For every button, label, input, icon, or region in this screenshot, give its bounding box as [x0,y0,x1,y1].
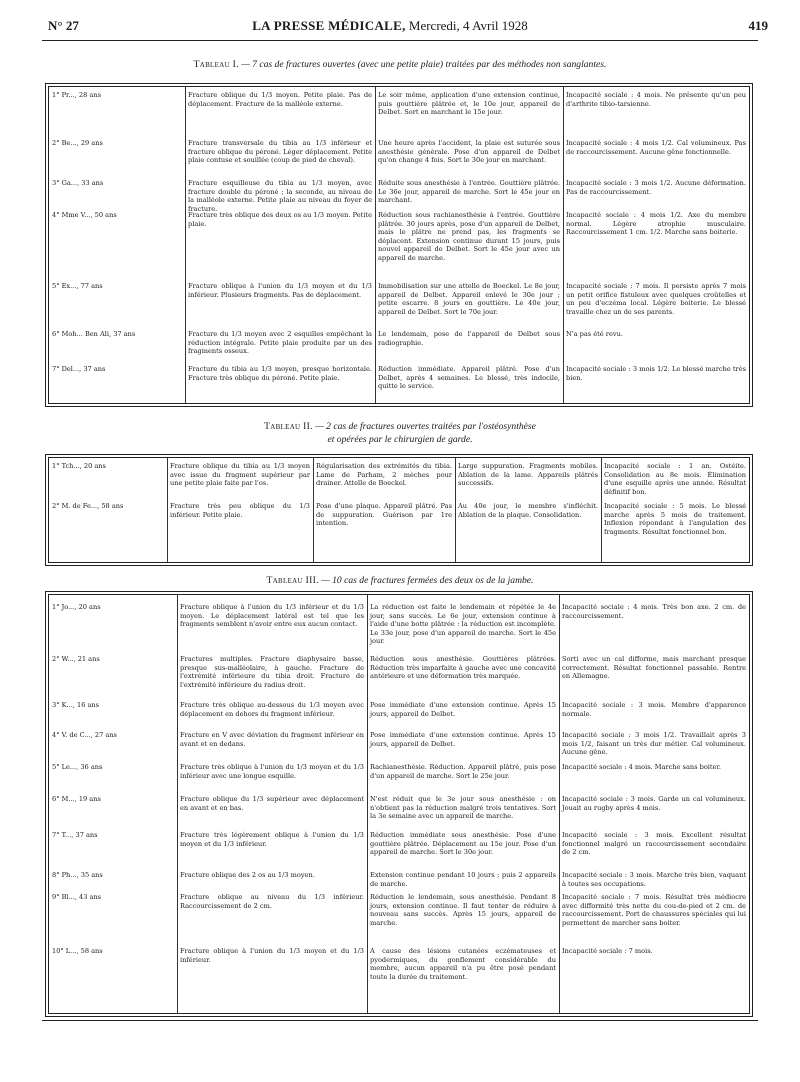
result-cell: Incapacité sociale : 3 mois. Membre d'apparence normale. [562,701,746,718]
treatment-cell: Réduction sous rachianesthésie à l'entrée. Gouttière plâtrée. 30 jours après, pose d'un appareil de Delbet, mais le plâtre ne prend pas, les fragments se déplacent. Extension continue durant 15 jours, puis nouvel appareil de Delbet. Sort le 45e jour avec un appareil de marche. [378,211,560,262]
column-divider [313,458,314,562]
fracture-cell: Fracture oblique à l'union du 1/3 moyen et du 1/3 inférieur. Plusieurs fragments. Pas de déplacement. [188,282,372,299]
table2-title-line1: — 2 cas de fractures ouvertes traitées par l'ostéosynthèse [315,421,536,432]
fracture-cell: Fracture oblique au niveau du 1/3 inférieur. Raccourcissement de 2 cm. [180,893,364,910]
case-cell: 8° Ph..., 35 ans [52,871,103,879]
fracture-cell: Fracture oblique du 1/3 moyen. Petite plaie. Pas de déplacement. Fracture de la malléole externe. [188,91,372,108]
case-cell: 3° K..., 16 ans [52,701,100,709]
treatment-cell: Extension continue pendant 10 jours ; puis 2 appareils de marche. [370,871,556,888]
treatment-cell: N'est réduit que le 3e jour sous anesthésie : on n'obtient pas la réduction malgré trois tentatives. Sort la 3e semaine avec un appareil de marche. [370,795,556,821]
course-cell: Large suppuration. Fragments mobiles. Ablation de la lame. Appareils plâtrés successifs. [458,462,598,488]
fracture-cell: Fracture très peu oblique du 1/3 inférieur. Petite plaie. [170,502,310,519]
column-divider [601,458,602,562]
fracture-cell: Fracture oblique à l'union du 1/3 moyen et du 1/3 inférieur. [180,947,364,964]
operation-cell: Régularisation des extrémités du tibia. Lame de Parham, 2 mèches pour drainer. Attelle de Boeckel. [316,462,452,488]
result-cell: Incapacité sociale : 3 mois 1/2. Le blessé marche très bien. [566,365,746,382]
result-cell: Incapacité sociale : 5 mois. Le blessé marche après 5 mois de traitement. Inflexion répondant à l'angulation des fragments. Résultat fonctionnel bon. [604,502,746,536]
table1-label: Tableau I. [193,59,239,70]
table2 [48,457,750,563]
case-cell: 3° Ga..., 33 ans [52,179,104,187]
result-cell: Incapacité sociale : 4 mois 1/2. Axe du membre normal. Légère atrophie musculaire. Raccourcissement 1 cm. 1/2. Marche sans boiterie. [566,211,746,237]
footer-rule [42,1020,758,1021]
treatment-cell: A cause des lésions cutanées eczémateuses et pyodermiques, du gonflement considérable du membre, aucun appareil n'a pu être posé pendant toute la durée du traitement. [370,947,556,981]
treatment-cell: Réduite sous anesthésie à l'entrée. Gouttière plâtrée. Le 36e jour, appareil de marche. Sort le 45e jour en marchant. [378,179,560,205]
column-divider [563,87,564,403]
treatment-cell: Le lendemain, pose de l'appareil de Delbet sous radiographie. [378,330,560,347]
table1 [48,86,750,404]
table2-caption [42,420,758,446]
result-cell: Incapacité sociale : 3 mois 1/2. Travaillait après 3 mois 1/2, faisant un très dur métier. Cal volumineux. Aucune gêne. [562,731,746,757]
treatment-cell: Rachianesthésie. Réduction. Appareil plâtré, puis pose d'un appareil de marche. Sort le 25e jour. [370,763,556,780]
fracture-cell: Fractures multiples. Fracture diaphysaire basse, presque sus-malléolaire, à gauche. Fracture de l'extrémité inférieure du tibia droit. Fracture de l'extrémité inférieure du radius droit. [180,655,364,689]
treatment-cell: Réduction immédiate sous anesthésie. Pose d'une gouttière plâtrée. Déplacement au 15e jour. Pose d'un appareil de marche. Sort le 30e jour. [370,831,556,857]
result-cell: Sorti avec un cal difforme, mais marchant presque correctement. Résultat fonctionnel passable. Rentre en Allemagne. [562,655,746,681]
column-divider [455,458,456,562]
case-cell: 6° M..., 19 ans [52,795,101,803]
table2-label: Tableau II. [264,421,313,432]
result-cell: Incapacité sociale : 4 mois. Ne présente qu'un peu d'arthrite tibio-tarsienne. [566,91,746,108]
journal-name: LA PRESSE MÉDICALE, [252,18,406,33]
case-cell: 5° Le..., 36 ans [52,763,103,771]
case-cell: 9° Bl..., 43 ans [52,893,102,901]
treatment-cell: Pose immédiate d'une extension continue. Après 15 jours, appareil de Delbet. [370,731,556,748]
result-cell: Incapacité sociale : 3 mois. Garde un cal volumineux. Jouait au rugby après 4 mois. [562,795,746,812]
case-cell: 7° T..., 37 ans [52,831,98,839]
fracture-cell: Fracture oblique du tibia au 1/3 moyen avec issue du fragment supérieur par une petite plaie faite par l'os. [170,462,310,488]
journal-title-line [30,18,750,34]
case-cell: 2° M. de Fe..., 58 ans [52,502,124,510]
fracture-cell: Fracture transversale du tibia au 1/3 inférieur et fracture oblique du péroné. Léger déplacement. Petite plaie contuse et souillée (coup de pied de cheval). [188,139,372,165]
fracture-cell: Fracture très oblique à l'union du 1/3 moyen et du 1/3 inférieur avec une longue esquille. [180,763,364,780]
case-cell: 2° W..., 21 ans [52,655,100,663]
header-rule [42,40,758,41]
case-cell: 1° Pr..., 28 ans [52,91,101,99]
fracture-cell: Fracture très oblique au-dessous du 1/3 moyen avec déplacement en dehors du fragment inférieur. [180,701,364,718]
case-cell: 7° Del..., 37 ans [52,365,106,373]
case-cell: 1° Tch..., 20 ans [52,462,106,470]
column-divider [559,595,560,1013]
column-divider [177,595,178,1013]
result-cell: Incapacité sociale : 4 mois 1/2. Cal volumineux. Pas de raccourcissement. Aucune gêne fonctionnelle. [566,139,746,156]
table1-caption [42,58,758,71]
issue-date: Mercredi, 4 Avril 1928 [408,18,528,33]
case-cell: 4° V. de C..., 27 ans [52,731,117,739]
treatment-cell: Réduction le lendemain, sous anesthésie. Pendant 8 jours, extension continue. Il faut tenter de réduire à nouveau sans succès. Après 15 jours, appareil de marche. [370,893,556,927]
result-cell: Incapacité sociale : 7 mois. Résultat très médiocre avec difformité très nette du cou-de-pied et 2 cm. de raccourcissement. Port de chaussures spéciales qui lui permettent de marcher sans boiter. [562,893,746,927]
result-cell: Incapacité sociale : 3 mois 1/2. Aucune déformation. Pas de raccourcissement. [566,179,746,196]
column-divider [375,87,376,403]
course-cell: Au 40e jour, le membre s'infléchit. Ablation de la plaque. Consolidation. [458,502,598,519]
result-cell: Incapacité sociale : 1 an. Ostéite. Consolidation au 8e mois. Élimination d'une esquille après une année. Résultat définitif bon. [604,462,746,496]
fracture-cell: Fracture oblique du 1/3 supérieur avec déplacement en avant et en bas. [180,795,364,812]
column-divider [167,458,168,562]
fracture-cell: Fracture oblique à l'union du 1/3 inférieur et du 1/3 moyen. Le déplacement latéral est tel que les fragments semblent n'avoir entre eux aucun contact. [180,603,364,629]
result-cell: Incapacité sociale : 7 mois. Il persiste après 7 mois un petit orifice fistuleux avec quelques croûtelles et un peu d'eczéma local. Légère boiterie. Le blessé travaille chez un de ses parents. [566,282,746,316]
treatment-cell: La réduction est faite le lendemain et répétée le 4e jour, sans succès. Le 6e jour, extension continue à l'aide d'une botte plâtrée : la réduction est incomplète. Le 33e jour, pose d'un appareil de marche. Sort le 45e jour. [370,603,556,646]
fracture-cell: Fracture du 1/3 moyen avec 2 esquilles empêchant la réduction intégrale. Petite plaie produite par un des fragments osseux. [188,330,372,356]
treatment-cell: Réduction immédiate. Appareil plâtré. Pose d'un Delbet, après 4 semaines. Le blessé, très indocile, quitte le service. [378,365,560,391]
treatment-cell: Une heure après l'accident, la plaie est suturée sous anesthésie générale. Pose d'un appareil de Delbet qu'on change 4 fois. Sort le 30e jour en marchant. [378,139,560,165]
operation-cell: Pose d'une plaque. Appareil plâtré. Pas de suppuration. Guérison par 1re intention. [316,502,452,528]
result-cell: Incapacité sociale : 4 mois. Très bon axe. 2 cm. de raccourcissement. [562,603,746,620]
table3-label: Tableau III. [266,575,319,586]
treatment-cell: Pose immédiate d'une extension continue. Après 15 jours, appareil de Delbet. [370,701,556,718]
result-cell: Incapacité sociale : 4 mois. Marche sans boiter. [562,763,721,771]
treatment-cell: Le soir même, application d'une extension continue, puis gouttière plâtrée et, le 10e jour, appareil de Delbet. Sort en marchant le 15e jour. [378,91,560,117]
fracture-cell: Fracture oblique des 2 os au 1/3 moyen. [180,871,315,879]
result-cell: Incapacité sociale : 3 mois. Excellent résultat fonctionnel malgré un raccourcissement secondaire de 2 cm. [562,831,746,857]
fracture-cell: Fracture du tibia au 1/3 moyen, presque horizontale. Fracture très oblique du péroné. Petite plaie. [188,365,372,382]
case-cell: 6° Moh... Ben Ali, 37 ans [52,330,136,338]
fracture-cell: Fracture esquilleuse du tibia au 1/3 moyen, avec fracture double du péroné ; la seconde, au niveau de la malléole externe. Petite plaie au niveau du foyer de fracture. [188,179,372,213]
result-cell: N'a pas été revu. [566,330,623,338]
case-cell: 2° Be..., 29 ans [52,139,103,147]
table1-title: — 7 cas de fractures ouvertes (avec une petite plaie) traitées par des méthodes non sanglantes. [241,59,607,70]
case-cell: 4° Mme V..., 50 ans [52,211,117,219]
table2-title-line2: et opérées par le chirurgien de garde. [327,434,473,445]
case-cell: 10° L..., 58 ans [52,947,103,955]
page-number: 419 [748,18,768,33]
column-divider [367,595,368,1013]
fracture-cell: Fracture en V avec déviation du fragment inférieur en avant et en dedans. [180,731,364,748]
table3-caption [42,574,758,587]
table3-title: — 10 cas de fractures fermées des deux os de la jambe. [321,575,534,586]
issue-number: N° 27 [48,18,79,33]
treatment-cell: Réduction sous anesthésie. Gouttières plâtrées. Réduction très imparfaite à gauche avec une concavité antérieure et une déformation très marquée. [370,655,556,681]
result-cell: Incapacité sociale : 7 mois. [562,947,653,955]
table3 [48,594,750,1014]
case-cell: 5° Ex..., 77 ans [52,282,103,290]
treatment-cell: Immobilisation sur une attelle de Boeckel. Le 8e jour, appareil de Delbet. Appareil enlevé le 30e jour ; petite escarre. 8 jours en gouttière. Le 40e jour, appareil de Delbet. Sort le 70e jour. [378,282,560,316]
fracture-cell: Fracture très oblique des deux os au 1/3 moyen. Petite plaie. [188,211,372,228]
page-header [30,16,768,36]
fracture-cell: Fracture très légèrement oblique à l'union du 1/3 moyen et du 1/3 inférieur. [180,831,364,848]
result-cell: Incapacité sociale : 3 mois. Marche très bien, vaquant à toutes ses occupations. [562,871,746,888]
column-divider [185,87,186,403]
case-cell: 1° Jo..., 20 ans [52,603,101,611]
